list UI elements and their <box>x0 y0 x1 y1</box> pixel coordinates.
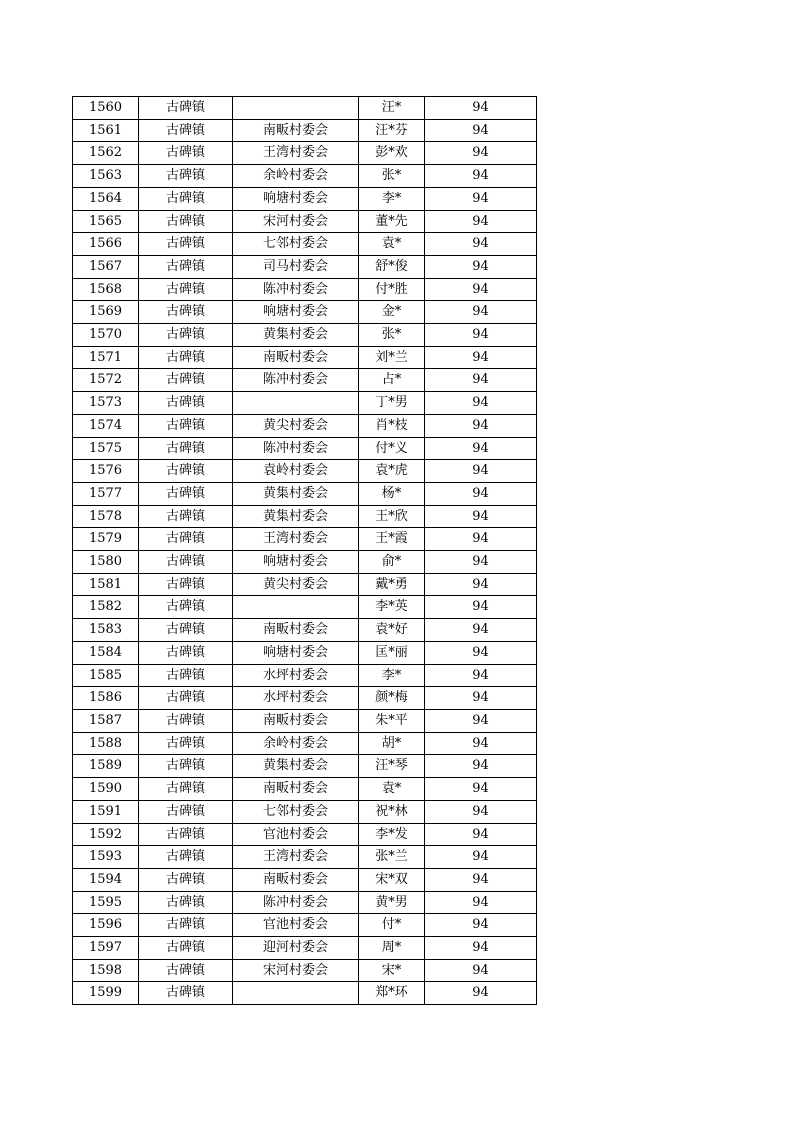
village-committee-cell: 陈冲村委会 <box>233 891 359 914</box>
table-row <box>73 755 537 778</box>
name-cell: 袁*虎 <box>359 460 425 483</box>
table-row <box>73 505 537 528</box>
score-cell: 94 <box>425 551 537 574</box>
row-number-cell: 1561 <box>73 119 139 142</box>
row-number-cell: 1564 <box>73 187 139 210</box>
village-committee-cell: 王湾村委会 <box>233 528 359 551</box>
table-row <box>73 324 537 347</box>
row-number-cell: 1580 <box>73 551 139 574</box>
score-cell: 94 <box>425 732 537 755</box>
table-row <box>73 233 537 256</box>
name-cell: 袁* <box>359 233 425 256</box>
village-committee-cell: 黄尖村委会 <box>233 414 359 437</box>
village-committee-cell: 响塘村委会 <box>233 641 359 664</box>
table-row <box>73 823 537 846</box>
name-cell: 朱*平 <box>359 709 425 732</box>
table-row <box>73 778 537 801</box>
village-committee-cell: 南畈村委会 <box>233 868 359 891</box>
town-cell: 古碑镇 <box>139 119 233 142</box>
name-cell: 张* <box>359 324 425 347</box>
town-cell: 古碑镇 <box>139 868 233 891</box>
village-committee-cell: 七邻村委会 <box>233 800 359 823</box>
score-cell: 94 <box>425 392 537 415</box>
village-committee-cell: 官池村委会 <box>233 914 359 937</box>
table-row <box>73 142 537 165</box>
row-number-cell: 1578 <box>73 505 139 528</box>
score-cell: 94 <box>425 346 537 369</box>
score-cell: 94 <box>425 255 537 278</box>
row-number-cell: 1583 <box>73 619 139 642</box>
town-cell: 古碑镇 <box>139 573 233 596</box>
row-number-cell: 1570 <box>73 324 139 347</box>
village-committee-cell: 南畈村委会 <box>233 119 359 142</box>
row-number-cell: 1591 <box>73 800 139 823</box>
village-committee-cell: 黄集村委会 <box>233 482 359 505</box>
town-cell: 古碑镇 <box>139 914 233 937</box>
row-number-cell: 1567 <box>73 255 139 278</box>
village-committee-cell: 官池村委会 <box>233 823 359 846</box>
table-row <box>73 959 537 982</box>
town-cell: 古碑镇 <box>139 687 233 710</box>
village-committee-cell <box>233 97 359 120</box>
village-committee-cell: 黄集村委会 <box>233 324 359 347</box>
row-number-cell: 1574 <box>73 414 139 437</box>
town-cell: 古碑镇 <box>139 959 233 982</box>
town-cell: 古碑镇 <box>139 142 233 165</box>
village-committee-cell: 宋河村委会 <box>233 959 359 982</box>
score-cell: 94 <box>425 505 537 528</box>
table-row <box>73 165 537 188</box>
village-committee-cell <box>233 596 359 619</box>
name-cell: 郑*环 <box>359 982 425 1005</box>
town-cell: 古碑镇 <box>139 846 233 869</box>
table-row <box>73 414 537 437</box>
score-cell: 94 <box>425 460 537 483</box>
town-cell: 古碑镇 <box>139 709 233 732</box>
name-cell: 张* <box>359 165 425 188</box>
town-cell: 古碑镇 <box>139 233 233 256</box>
town-cell: 古碑镇 <box>139 346 233 369</box>
score-cell: 94 <box>425 301 537 324</box>
score-cell: 94 <box>425 414 537 437</box>
village-committee-cell: 宋河村委会 <box>233 210 359 233</box>
village-committee-cell: 陈冲村委会 <box>233 369 359 392</box>
score-cell: 94 <box>425 959 537 982</box>
score-cell: 94 <box>425 324 537 347</box>
name-cell: 李*发 <box>359 823 425 846</box>
table-row <box>73 937 537 960</box>
table-row <box>73 687 537 710</box>
score-cell: 94 <box>425 482 537 505</box>
town-cell: 古碑镇 <box>139 755 233 778</box>
village-committee-cell: 响塘村委会 <box>233 187 359 210</box>
score-cell: 94 <box>425 573 537 596</box>
name-cell: 肖*枝 <box>359 414 425 437</box>
score-cell: 94 <box>425 687 537 710</box>
row-number-cell: 1565 <box>73 210 139 233</box>
village-committee-cell: 黄尖村委会 <box>233 573 359 596</box>
table-row <box>73 255 537 278</box>
score-cell: 94 <box>425 982 537 1005</box>
row-number-cell: 1589 <box>73 755 139 778</box>
name-cell: 俞* <box>359 551 425 574</box>
row-number-cell: 1594 <box>73 868 139 891</box>
name-cell: 黄*男 <box>359 891 425 914</box>
name-cell: 戴*勇 <box>359 573 425 596</box>
name-cell: 刘*兰 <box>359 346 425 369</box>
town-cell: 古碑镇 <box>139 301 233 324</box>
row-number-cell: 1568 <box>73 278 139 301</box>
town-cell: 古碑镇 <box>139 97 233 120</box>
row-number-cell: 1560 <box>73 97 139 120</box>
row-number-cell: 1575 <box>73 437 139 460</box>
town-cell: 古碑镇 <box>139 369 233 392</box>
table-row <box>73 619 537 642</box>
row-number-cell: 1585 <box>73 664 139 687</box>
table-row <box>73 187 537 210</box>
town-cell: 古碑镇 <box>139 460 233 483</box>
village-committee-cell: 陈冲村委会 <box>233 278 359 301</box>
village-committee-cell: 南畈村委会 <box>233 346 359 369</box>
score-cell: 94 <box>425 142 537 165</box>
row-number-cell: 1584 <box>73 641 139 664</box>
row-number-cell: 1563 <box>73 165 139 188</box>
row-number-cell: 1566 <box>73 233 139 256</box>
row-number-cell: 1598 <box>73 959 139 982</box>
town-cell: 古碑镇 <box>139 187 233 210</box>
table-row <box>73 914 537 937</box>
row-number-cell: 1587 <box>73 709 139 732</box>
name-cell: 汪*琴 <box>359 755 425 778</box>
score-cell: 94 <box>425 233 537 256</box>
table-row <box>73 551 537 574</box>
score-cell: 94 <box>425 914 537 937</box>
name-cell: 董*先 <box>359 210 425 233</box>
village-committee-cell: 响塘村委会 <box>233 301 359 324</box>
row-number-cell: 1579 <box>73 528 139 551</box>
score-cell: 94 <box>425 868 537 891</box>
town-cell: 古碑镇 <box>139 778 233 801</box>
village-committee-cell: 陈冲村委会 <box>233 437 359 460</box>
village-committee-cell: 余岭村委会 <box>233 165 359 188</box>
name-cell: 舒*俊 <box>359 255 425 278</box>
row-number-cell: 1590 <box>73 778 139 801</box>
village-committee-cell <box>233 392 359 415</box>
name-cell: 张*兰 <box>359 846 425 869</box>
village-committee-cell: 响塘村委会 <box>233 551 359 574</box>
town-cell: 古碑镇 <box>139 255 233 278</box>
score-cell: 94 <box>425 778 537 801</box>
town-cell: 古碑镇 <box>139 210 233 233</box>
data-table <box>72 96 537 1005</box>
table-row <box>73 732 537 755</box>
name-cell: 杨* <box>359 482 425 505</box>
table-row <box>73 664 537 687</box>
town-cell: 古碑镇 <box>139 641 233 664</box>
town-cell: 古碑镇 <box>139 528 233 551</box>
row-number-cell: 1586 <box>73 687 139 710</box>
name-cell: 王*欣 <box>359 505 425 528</box>
score-cell: 94 <box>425 937 537 960</box>
score-cell: 94 <box>425 165 537 188</box>
name-cell: 宋*双 <box>359 868 425 891</box>
name-cell: 祝*林 <box>359 800 425 823</box>
name-cell: 付*胜 <box>359 278 425 301</box>
name-cell: 王*霞 <box>359 528 425 551</box>
town-cell: 古碑镇 <box>139 437 233 460</box>
table-row <box>73 846 537 869</box>
name-cell: 胡* <box>359 732 425 755</box>
table-row <box>73 868 537 891</box>
village-committee-cell: 袁岭村委会 <box>233 460 359 483</box>
town-cell: 古碑镇 <box>139 505 233 528</box>
score-cell: 94 <box>425 278 537 301</box>
name-cell: 汪* <box>359 97 425 120</box>
village-committee-cell: 黄集村委会 <box>233 755 359 778</box>
town-cell: 古碑镇 <box>139 732 233 755</box>
row-number-cell: 1599 <box>73 982 139 1005</box>
name-cell: 付*义 <box>359 437 425 460</box>
town-cell: 古碑镇 <box>139 937 233 960</box>
name-cell: 袁*好 <box>359 619 425 642</box>
score-cell: 94 <box>425 437 537 460</box>
score-cell: 94 <box>425 369 537 392</box>
town-cell: 古碑镇 <box>139 278 233 301</box>
town-cell: 古碑镇 <box>139 891 233 914</box>
town-cell: 古碑镇 <box>139 414 233 437</box>
village-committee-cell: 七邻村委会 <box>233 233 359 256</box>
town-cell: 古碑镇 <box>139 324 233 347</box>
table-row <box>73 210 537 233</box>
town-cell: 古碑镇 <box>139 800 233 823</box>
village-committee-cell: 黄集村委会 <box>233 505 359 528</box>
town-cell: 古碑镇 <box>139 165 233 188</box>
name-cell: 宋* <box>359 959 425 982</box>
row-number-cell: 1562 <box>73 142 139 165</box>
table-row <box>73 482 537 505</box>
table-row <box>73 97 537 120</box>
row-number-cell: 1592 <box>73 823 139 846</box>
village-committee-cell: 王湾村委会 <box>233 846 359 869</box>
table-row <box>73 346 537 369</box>
table-row <box>73 709 537 732</box>
row-number-cell: 1588 <box>73 732 139 755</box>
row-number-cell: 1582 <box>73 596 139 619</box>
score-cell: 94 <box>425 823 537 846</box>
name-cell: 颜*梅 <box>359 687 425 710</box>
name-cell: 占* <box>359 369 425 392</box>
name-cell: 彭*欢 <box>359 142 425 165</box>
table-row <box>73 982 537 1005</box>
town-cell: 古碑镇 <box>139 823 233 846</box>
table-row <box>73 641 537 664</box>
score-cell: 94 <box>425 187 537 210</box>
table-row <box>73 278 537 301</box>
score-cell: 94 <box>425 709 537 732</box>
village-committee-cell <box>233 982 359 1005</box>
village-committee-cell: 南畈村委会 <box>233 619 359 642</box>
table-row <box>73 301 537 324</box>
row-number-cell: 1573 <box>73 392 139 415</box>
table-body <box>73 97 537 1005</box>
name-cell: 李* <box>359 664 425 687</box>
name-cell: 付* <box>359 914 425 937</box>
town-cell: 古碑镇 <box>139 664 233 687</box>
row-number-cell: 1596 <box>73 914 139 937</box>
row-number-cell: 1597 <box>73 937 139 960</box>
table-row <box>73 460 537 483</box>
row-number-cell: 1576 <box>73 460 139 483</box>
town-cell: 古碑镇 <box>139 596 233 619</box>
row-number-cell: 1581 <box>73 573 139 596</box>
village-committee-cell: 水坪村委会 <box>233 687 359 710</box>
table-row <box>73 800 537 823</box>
table-row <box>73 528 537 551</box>
score-cell: 94 <box>425 755 537 778</box>
town-cell: 古碑镇 <box>139 982 233 1005</box>
table-row <box>73 596 537 619</box>
town-cell: 古碑镇 <box>139 619 233 642</box>
score-cell: 94 <box>425 210 537 233</box>
table-row <box>73 573 537 596</box>
row-number-cell: 1593 <box>73 846 139 869</box>
score-cell: 94 <box>425 119 537 142</box>
village-committee-cell: 司马村委会 <box>233 255 359 278</box>
score-cell: 94 <box>425 800 537 823</box>
score-cell: 94 <box>425 664 537 687</box>
row-number-cell: 1595 <box>73 891 139 914</box>
score-cell: 94 <box>425 596 537 619</box>
name-cell: 匡*丽 <box>359 641 425 664</box>
village-committee-cell: 王湾村委会 <box>233 142 359 165</box>
village-committee-cell: 南畈村委会 <box>233 778 359 801</box>
town-cell: 古碑镇 <box>139 551 233 574</box>
village-committee-cell: 迎河村委会 <box>233 937 359 960</box>
name-cell: 袁* <box>359 778 425 801</box>
row-number-cell: 1571 <box>73 346 139 369</box>
table-row <box>73 392 537 415</box>
village-committee-cell: 余岭村委会 <box>233 732 359 755</box>
score-cell: 94 <box>425 528 537 551</box>
row-number-cell: 1572 <box>73 369 139 392</box>
table-row <box>73 369 537 392</box>
table-row <box>73 891 537 914</box>
village-committee-cell: 南畈村委会 <box>233 709 359 732</box>
score-cell: 94 <box>425 641 537 664</box>
score-cell: 94 <box>425 891 537 914</box>
table-row <box>73 119 537 142</box>
score-cell: 94 <box>425 846 537 869</box>
name-cell: 汪*芬 <box>359 119 425 142</box>
town-cell: 古碑镇 <box>139 392 233 415</box>
name-cell: 金* <box>359 301 425 324</box>
score-cell: 94 <box>425 97 537 120</box>
village-committee-cell: 水坪村委会 <box>233 664 359 687</box>
town-cell: 古碑镇 <box>139 482 233 505</box>
score-cell: 94 <box>425 619 537 642</box>
row-number-cell: 1577 <box>73 482 139 505</box>
table-row <box>73 437 537 460</box>
name-cell: 李*英 <box>359 596 425 619</box>
row-number-cell: 1569 <box>73 301 139 324</box>
name-cell: 李* <box>359 187 425 210</box>
name-cell: 丁*男 <box>359 392 425 415</box>
name-cell: 周* <box>359 937 425 960</box>
